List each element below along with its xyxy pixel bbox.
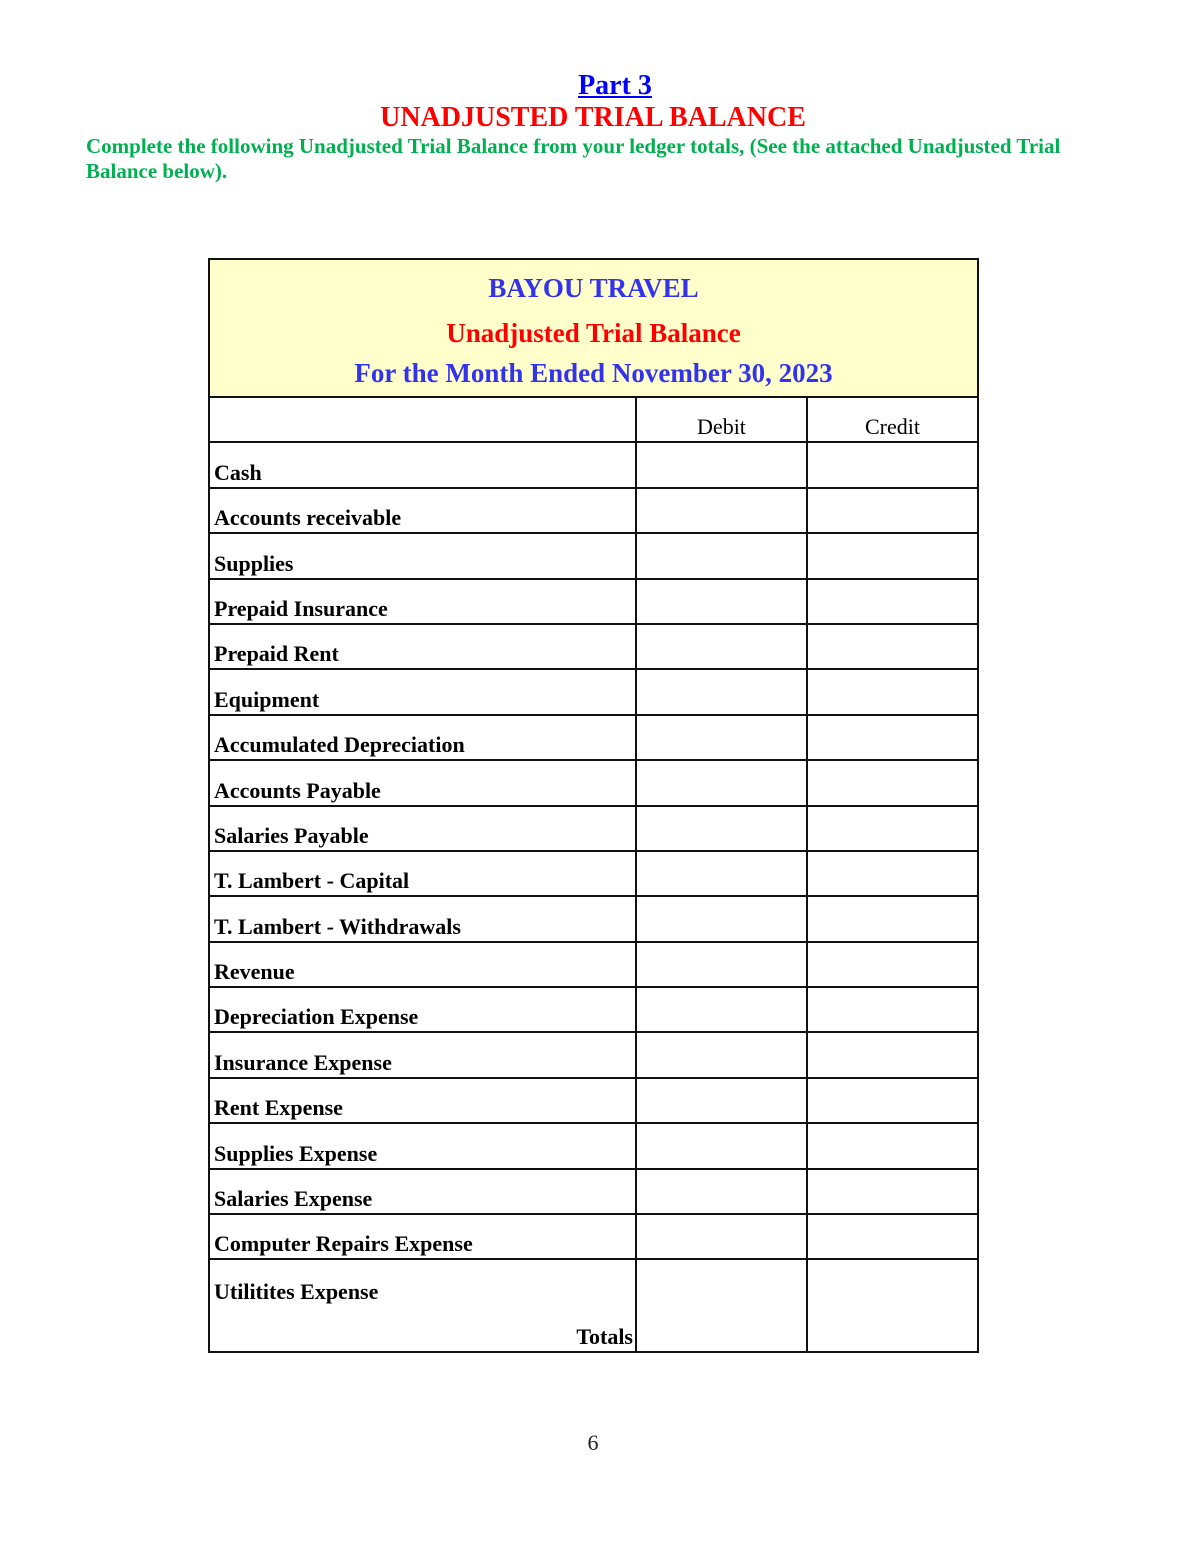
instructions: Complete the following Unadjusted Trial Balance from your ledger totals, (See the attached Unadjusted Trial Balance below). — [86, 134, 1061, 183]
table-row — [210, 670, 977, 715]
credit-cell[interactable] — [808, 897, 977, 940]
debit-cell[interactable] — [637, 443, 808, 486]
credit-cell[interactable] — [808, 534, 977, 577]
credit-cell[interactable] — [808, 1124, 977, 1167]
debit-cell[interactable] — [637, 1215, 808, 1258]
table-row — [210, 988, 977, 1033]
page-title: UNADJUSTED TRIAL BALANCE — [380, 102, 806, 133]
account-name: T. Lambert - Withdrawals — [210, 897, 637, 940]
debit-cell[interactable] — [637, 1170, 808, 1213]
account-name: Revenue — [210, 943, 637, 986]
table-row — [210, 1079, 977, 1124]
debit-cell[interactable] — [637, 534, 808, 577]
debit-total-cell[interactable] — [637, 1306, 808, 1351]
credit-cell[interactable] — [808, 489, 977, 532]
debit-cell[interactable] — [637, 1124, 808, 1167]
account-name: Computer Repairs Expense — [210, 1215, 637, 1258]
debit-cell[interactable] — [637, 807, 808, 850]
credit-cell[interactable] — [808, 625, 977, 668]
debit-cell[interactable] — [637, 716, 808, 759]
credit-cell[interactable] — [808, 943, 977, 986]
table-row — [210, 943, 977, 988]
account-name: Depreciation Expense — [210, 988, 637, 1031]
debit-cell[interactable] — [637, 852, 808, 895]
credit-column-header: Credit — [865, 414, 920, 440]
debit-cell[interactable] — [637, 580, 808, 623]
totals-label: Totals — [210, 1306, 637, 1351]
table-header — [210, 260, 977, 398]
table-row — [210, 1170, 977, 1215]
table-row — [210, 625, 977, 670]
account-name: T. Lambert - Capital — [210, 852, 637, 895]
credit-cell[interactable] — [808, 988, 977, 1031]
table-row — [210, 1124, 977, 1169]
table-row — [210, 489, 977, 534]
part-label-text: Part 3 — [578, 70, 652, 101]
table-row — [210, 716, 977, 761]
credit-cell[interactable] — [808, 852, 977, 895]
credit-cell[interactable] — [808, 443, 977, 486]
debit-cell[interactable] — [637, 489, 808, 532]
debit-cell[interactable] — [637, 670, 808, 713]
account-name: Supplies — [210, 534, 637, 577]
credit-cell[interactable] — [808, 670, 977, 713]
table-row — [210, 1033, 977, 1078]
debit-cell[interactable] — [637, 1260, 808, 1305]
part-label — [0, 70, 1200, 102]
credit-cell[interactable] — [808, 1033, 977, 1076]
account-name: Equipment — [210, 670, 637, 713]
account-name: Accounts receivable — [210, 489, 637, 532]
table-row — [210, 1215, 977, 1260]
account-name: Utilitites Expense — [210, 1260, 637, 1305]
debit-cell[interactable] — [637, 943, 808, 986]
account-name: Accounts Payable — [210, 761, 637, 804]
table-row — [210, 852, 977, 897]
credit-cell[interactable] — [808, 1260, 977, 1305]
trial-balance-table — [208, 258, 979, 1353]
debit-cell[interactable] — [637, 1033, 808, 1076]
account-name: Prepaid Rent — [210, 625, 637, 668]
account-name: Salaries Payable — [210, 807, 637, 850]
account-name: Insurance Expense — [210, 1033, 637, 1076]
account-name: Cash — [210, 443, 637, 486]
credit-total-cell[interactable] — [808, 1306, 977, 1351]
debit-column-header: Debit — [637, 398, 808, 441]
page-number: 6 — [587, 1430, 599, 1455]
credit-cell[interactable] — [808, 1170, 977, 1213]
debit-cell[interactable] — [637, 988, 808, 1031]
account-name: Accumulated Depreciation — [210, 716, 637, 759]
credit-cell[interactable] — [808, 1215, 977, 1258]
credit-cell[interactable] — [808, 1079, 977, 1122]
totals-row — [210, 1306, 977, 1351]
table-row — [210, 534, 977, 579]
debit-cell[interactable] — [637, 1079, 808, 1122]
account-name: Rent Expense — [210, 1079, 637, 1122]
debit-cell[interactable] — [637, 761, 808, 804]
credit-cell[interactable] — [808, 807, 977, 850]
statement-period: For the Month Ended November 30, 2023 — [354, 358, 833, 388]
account-column-header — [210, 398, 637, 441]
table-row — [210, 761, 977, 806]
statement-title: Unadjusted Trial Balance — [446, 318, 741, 348]
table-row — [210, 1260, 977, 1305]
table-row — [210, 443, 977, 488]
credit-cell[interactable] — [808, 761, 977, 804]
table-row — [210, 580, 977, 625]
account-name: Supplies Expense — [210, 1124, 637, 1167]
debit-cell[interactable] — [637, 625, 808, 668]
credit-cell[interactable] — [808, 716, 977, 759]
table-row — [210, 897, 977, 942]
account-name: Prepaid Insurance — [210, 580, 637, 623]
column-header-row — [210, 398, 977, 443]
table-row — [210, 807, 977, 852]
account-name: Salaries Expense — [210, 1170, 637, 1213]
credit-cell[interactable] — [808, 580, 977, 623]
debit-cell[interactable] — [637, 897, 808, 940]
company-name: BAYOU TRAVEL — [488, 273, 699, 303]
